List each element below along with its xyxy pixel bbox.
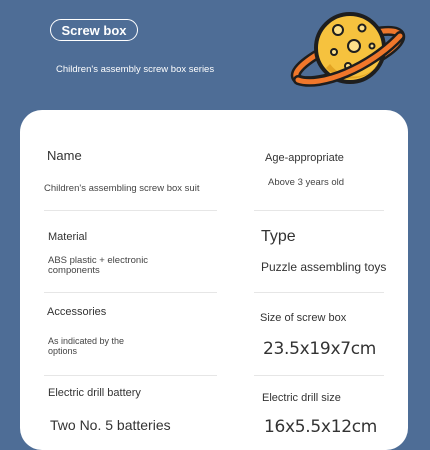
- material-label: Material: [48, 231, 88, 243]
- planet-icon: [290, 6, 406, 96]
- series-subtitle: Children's assembly screw box series: [56, 64, 215, 75]
- screw-box-badge: Screw box: [50, 19, 138, 41]
- row-divider: [44, 210, 217, 211]
- battery-label: Electric drill battery: [48, 387, 141, 399]
- type-label: Type: [261, 228, 296, 245]
- row-divider: [44, 375, 217, 376]
- drill-size-value: 16x5.5x12cm: [264, 417, 378, 437]
- accessories-value: As indicated by the options: [48, 336, 125, 356]
- size-value: 23.5x19x7cm: [263, 339, 377, 359]
- battery-value: Two No. 5 batteries: [50, 417, 171, 433]
- row-divider: [254, 210, 384, 211]
- name-value: Children's assembling screw box suit: [44, 183, 200, 194]
- name-label: Name: [47, 148, 82, 163]
- type-value: Puzzle assembling toys: [261, 260, 387, 274]
- age-label: Age-appropriate: [265, 152, 344, 164]
- spec-card: [20, 110, 408, 450]
- row-divider: [254, 375, 384, 376]
- material-value: ABS plastic + electronic components: [48, 255, 149, 276]
- age-value: Above 3 years old: [268, 177, 345, 188]
- row-divider: [254, 292, 384, 293]
- size-label: Size of screw box: [260, 312, 347, 324]
- row-divider: [44, 292, 217, 293]
- drill-size-label: Electric drill size: [262, 392, 341, 404]
- accessories-label: Accessories: [47, 306, 107, 318]
